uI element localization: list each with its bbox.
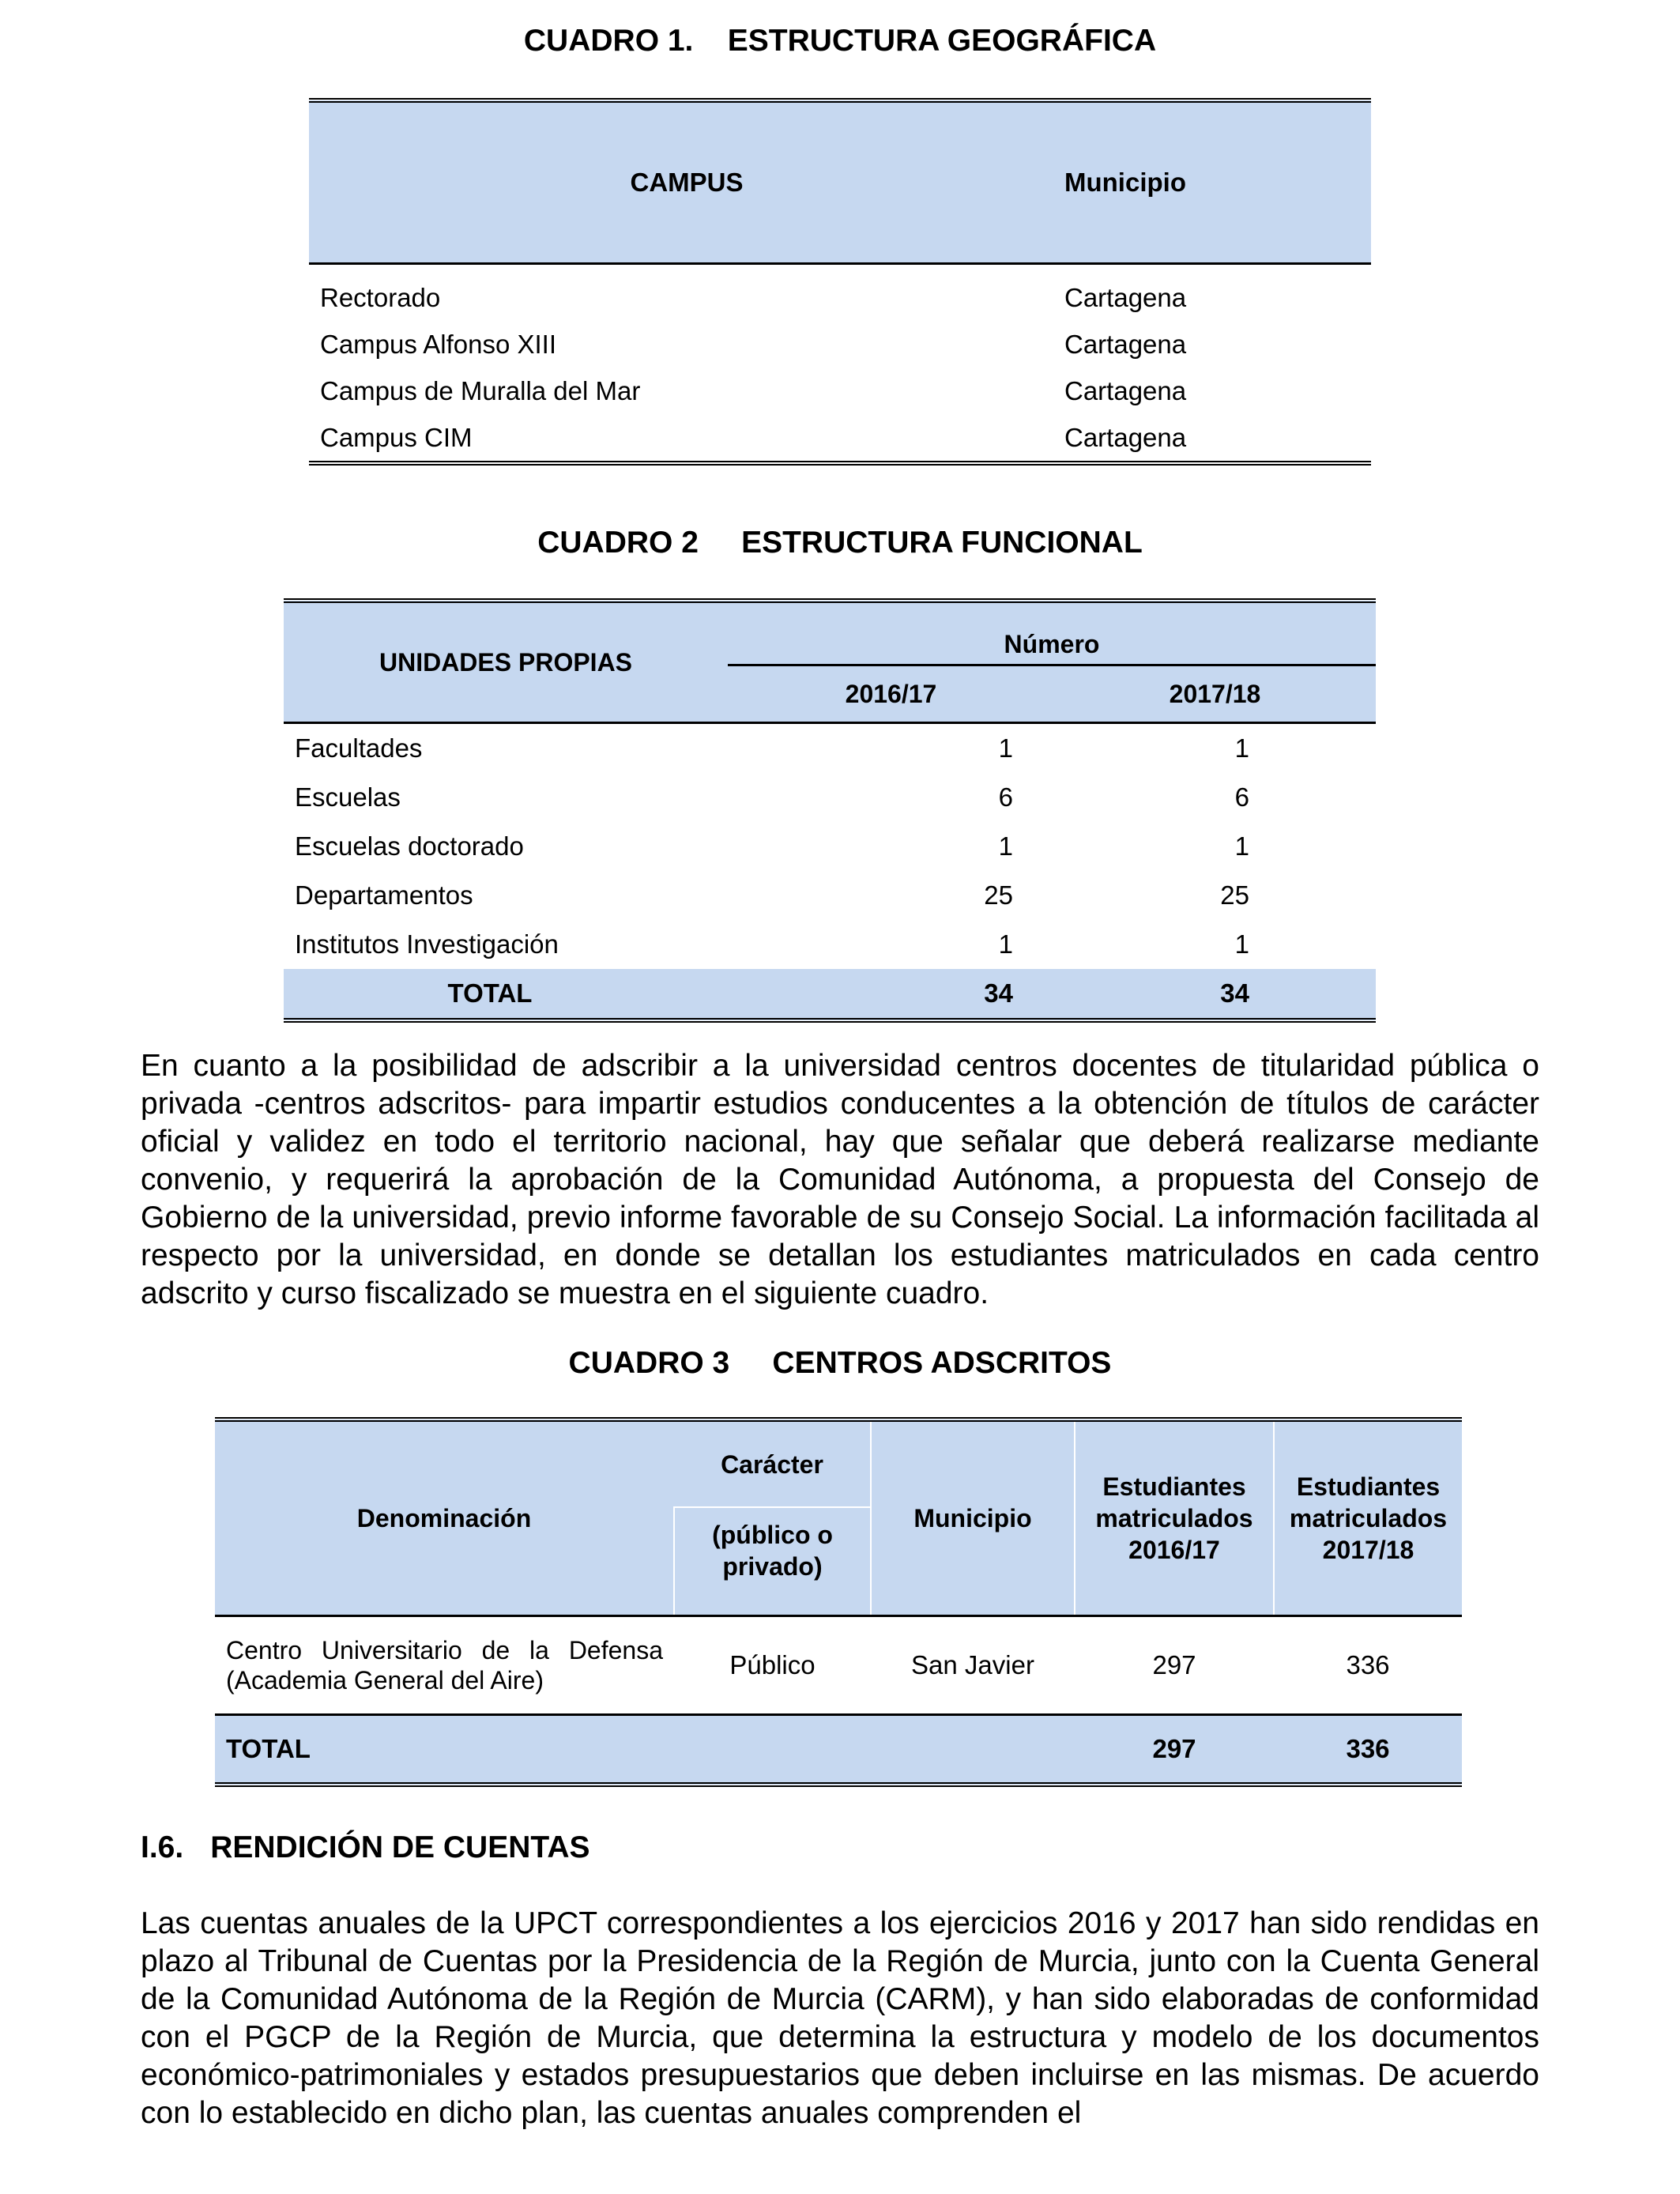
municipio-cell: Cartagena bbox=[1064, 282, 1187, 312]
table-row bbox=[309, 368, 1371, 414]
paragraph-rendicion-cuentas: Las cuentas anuales de la UPCT correspondientes a los ejercicios 2016 y 2017 han sido rendidas en plazo al Tribunal de Cuentas por la Presidencia de la Región de Murcia, junto con la Cuenta General de la Comunidad Autónoma de la Región de Murcia (CARM), y han sido elaboradas de conformidad con el PGCP de la Región de Murcia, que determina la estructura y modelo de los documentos económico-patrimoniales y estados presupuestarios que deben incluirse en las mismas. De acuerdo con lo establecido en dicho plan, las cuentas anuales comprenden el bbox=[141, 1906, 1539, 2130]
table-row bbox=[309, 414, 1371, 463]
unidad-cell: Escuelas bbox=[295, 782, 401, 812]
cuadro3-header-denominacion: Denominación bbox=[215, 1419, 674, 1616]
y1-cell: 1 bbox=[998, 929, 1013, 959]
cuadro3-table bbox=[215, 1417, 1462, 1787]
cuadro3-header-caracter-sub: (público o privado) bbox=[674, 1507, 871, 1616]
denominacion-cell: Centro Universitario de la Defensa (Academia General del Aire) bbox=[226, 1636, 663, 1695]
total-y2: 34 bbox=[1220, 978, 1249, 1008]
y1-cell: 6 bbox=[998, 782, 1013, 812]
cuadro1-header-municipio: Municipio bbox=[1064, 168, 1186, 197]
unidad-cell: Facultades bbox=[295, 733, 423, 763]
cuadro2-header-numero: Número bbox=[728, 601, 1376, 665]
table-row bbox=[309, 264, 1371, 322]
est1-cell: 297 bbox=[1152, 1650, 1196, 1679]
unidad-cell: Escuelas doctorado bbox=[295, 831, 524, 861]
unidad-cell: Departamentos bbox=[295, 880, 473, 910]
total-est1: 297 bbox=[1152, 1734, 1196, 1763]
cuadro2-header-unidades: UNIDADES PROPIAS bbox=[284, 601, 728, 723]
cuadro3-header-caracter: Carácter bbox=[674, 1419, 871, 1507]
y2-cell: 25 bbox=[1220, 880, 1249, 910]
table-row bbox=[284, 773, 1376, 822]
municipio-cell: San Javier bbox=[911, 1650, 1034, 1679]
total-label: TOTAL bbox=[226, 1734, 311, 1763]
y2-cell: 1 bbox=[1234, 831, 1249, 861]
section-title: RENDICIÓN DE CUENTAS bbox=[210, 1830, 590, 1864]
municipio-cell: Cartagena bbox=[1064, 375, 1187, 405]
cuadro3-total-row bbox=[215, 1715, 1462, 1785]
campus-cell: Rectorado bbox=[320, 282, 441, 312]
table-row bbox=[284, 723, 1376, 774]
cuadro2-table bbox=[284, 598, 1376, 1023]
cuadro1-header-campus: CAMPUS bbox=[630, 168, 744, 197]
section-heading bbox=[141, 1830, 590, 1865]
cuadro3-header-row bbox=[215, 1419, 1462, 1507]
total-empty bbox=[674, 1715, 871, 1785]
cuadro2-header-y1: 2016/17 bbox=[845, 679, 937, 708]
section-number: I.6. bbox=[141, 1830, 184, 1864]
est2-cell: 336 bbox=[1346, 1650, 1390, 1679]
cuadro3-header-municipio: Municipio bbox=[871, 1419, 1075, 1616]
unidad-cell: Institutos Investigación bbox=[295, 929, 559, 959]
table-row bbox=[284, 871, 1376, 920]
municipio-cell: Cartagena bbox=[1064, 422, 1187, 452]
table-row bbox=[215, 1616, 1462, 1715]
total-empty bbox=[871, 1715, 1075, 1785]
cuadro2-header-y2: 2017/18 bbox=[1169, 679, 1261, 708]
total-est2: 336 bbox=[1346, 1734, 1390, 1763]
total-y1: 34 bbox=[984, 978, 1013, 1008]
y2-cell: 1 bbox=[1234, 733, 1249, 763]
cuadro2-title: CUADRO 2 ESTRUCTURA FUNCIONAL bbox=[537, 526, 1143, 560]
cuadro3-header-est2: Estudiantes matriculados 2017/18 bbox=[1274, 1419, 1462, 1616]
cuadro2-total-row bbox=[284, 969, 1376, 1020]
table-row bbox=[284, 920, 1376, 969]
table-row bbox=[284, 822, 1376, 871]
caracter-cell: Público bbox=[729, 1650, 816, 1679]
cuadro1-header-row bbox=[309, 100, 1371, 264]
y1-cell: 1 bbox=[998, 831, 1013, 861]
total-label: TOTAL bbox=[447, 978, 533, 1008]
campus-cell: Campus CIM bbox=[320, 422, 473, 452]
cuadro3-title: CUADRO 3 CENTROS ADSCRITOS bbox=[568, 1346, 1112, 1380]
campus-cell: Campus Alfonso XIII bbox=[320, 329, 556, 359]
cuadro3-header-est1: Estudiantes matriculados 2016/17 bbox=[1075, 1419, 1274, 1616]
y2-cell: 6 bbox=[1234, 782, 1249, 812]
y1-cell: 1 bbox=[998, 733, 1013, 763]
cuadro2-header-row bbox=[284, 601, 1376, 665]
paragraph-centros-adscritos: En cuanto a la posibilidad de adscribir a la universidad centros docentes de titularidad pública o privada -centros adscritos- para impartir estudios conducentes a la obtención de títulos de carácter oficial y validez en todo el territorio nacional, hay que señalar que deberá realizarse mediante convenio, y requerirá la aprobación de la Comunidad Autónoma, a propuesta del Consejo de Gobierno de la universidad, previo informe favorable de su Consejo Social. La información facilitada al respecto por la universidad, en donde se detallan los estudiantes matriculados en cada centro adscrito y curso fiscalizado se muestra en el siguiente cuadro. bbox=[141, 1049, 1539, 1310]
y2-cell: 1 bbox=[1234, 929, 1249, 959]
y1-cell: 25 bbox=[984, 880, 1013, 910]
cuadro1-title: CUADRO 1. ESTRUCTURA GEOGRÁFICA bbox=[523, 24, 1157, 58]
municipio-cell: Cartagena bbox=[1064, 329, 1187, 359]
table-row bbox=[309, 321, 1371, 368]
campus-cell: Campus de Muralla del Mar bbox=[320, 375, 641, 405]
cuadro1-table bbox=[309, 98, 1371, 466]
